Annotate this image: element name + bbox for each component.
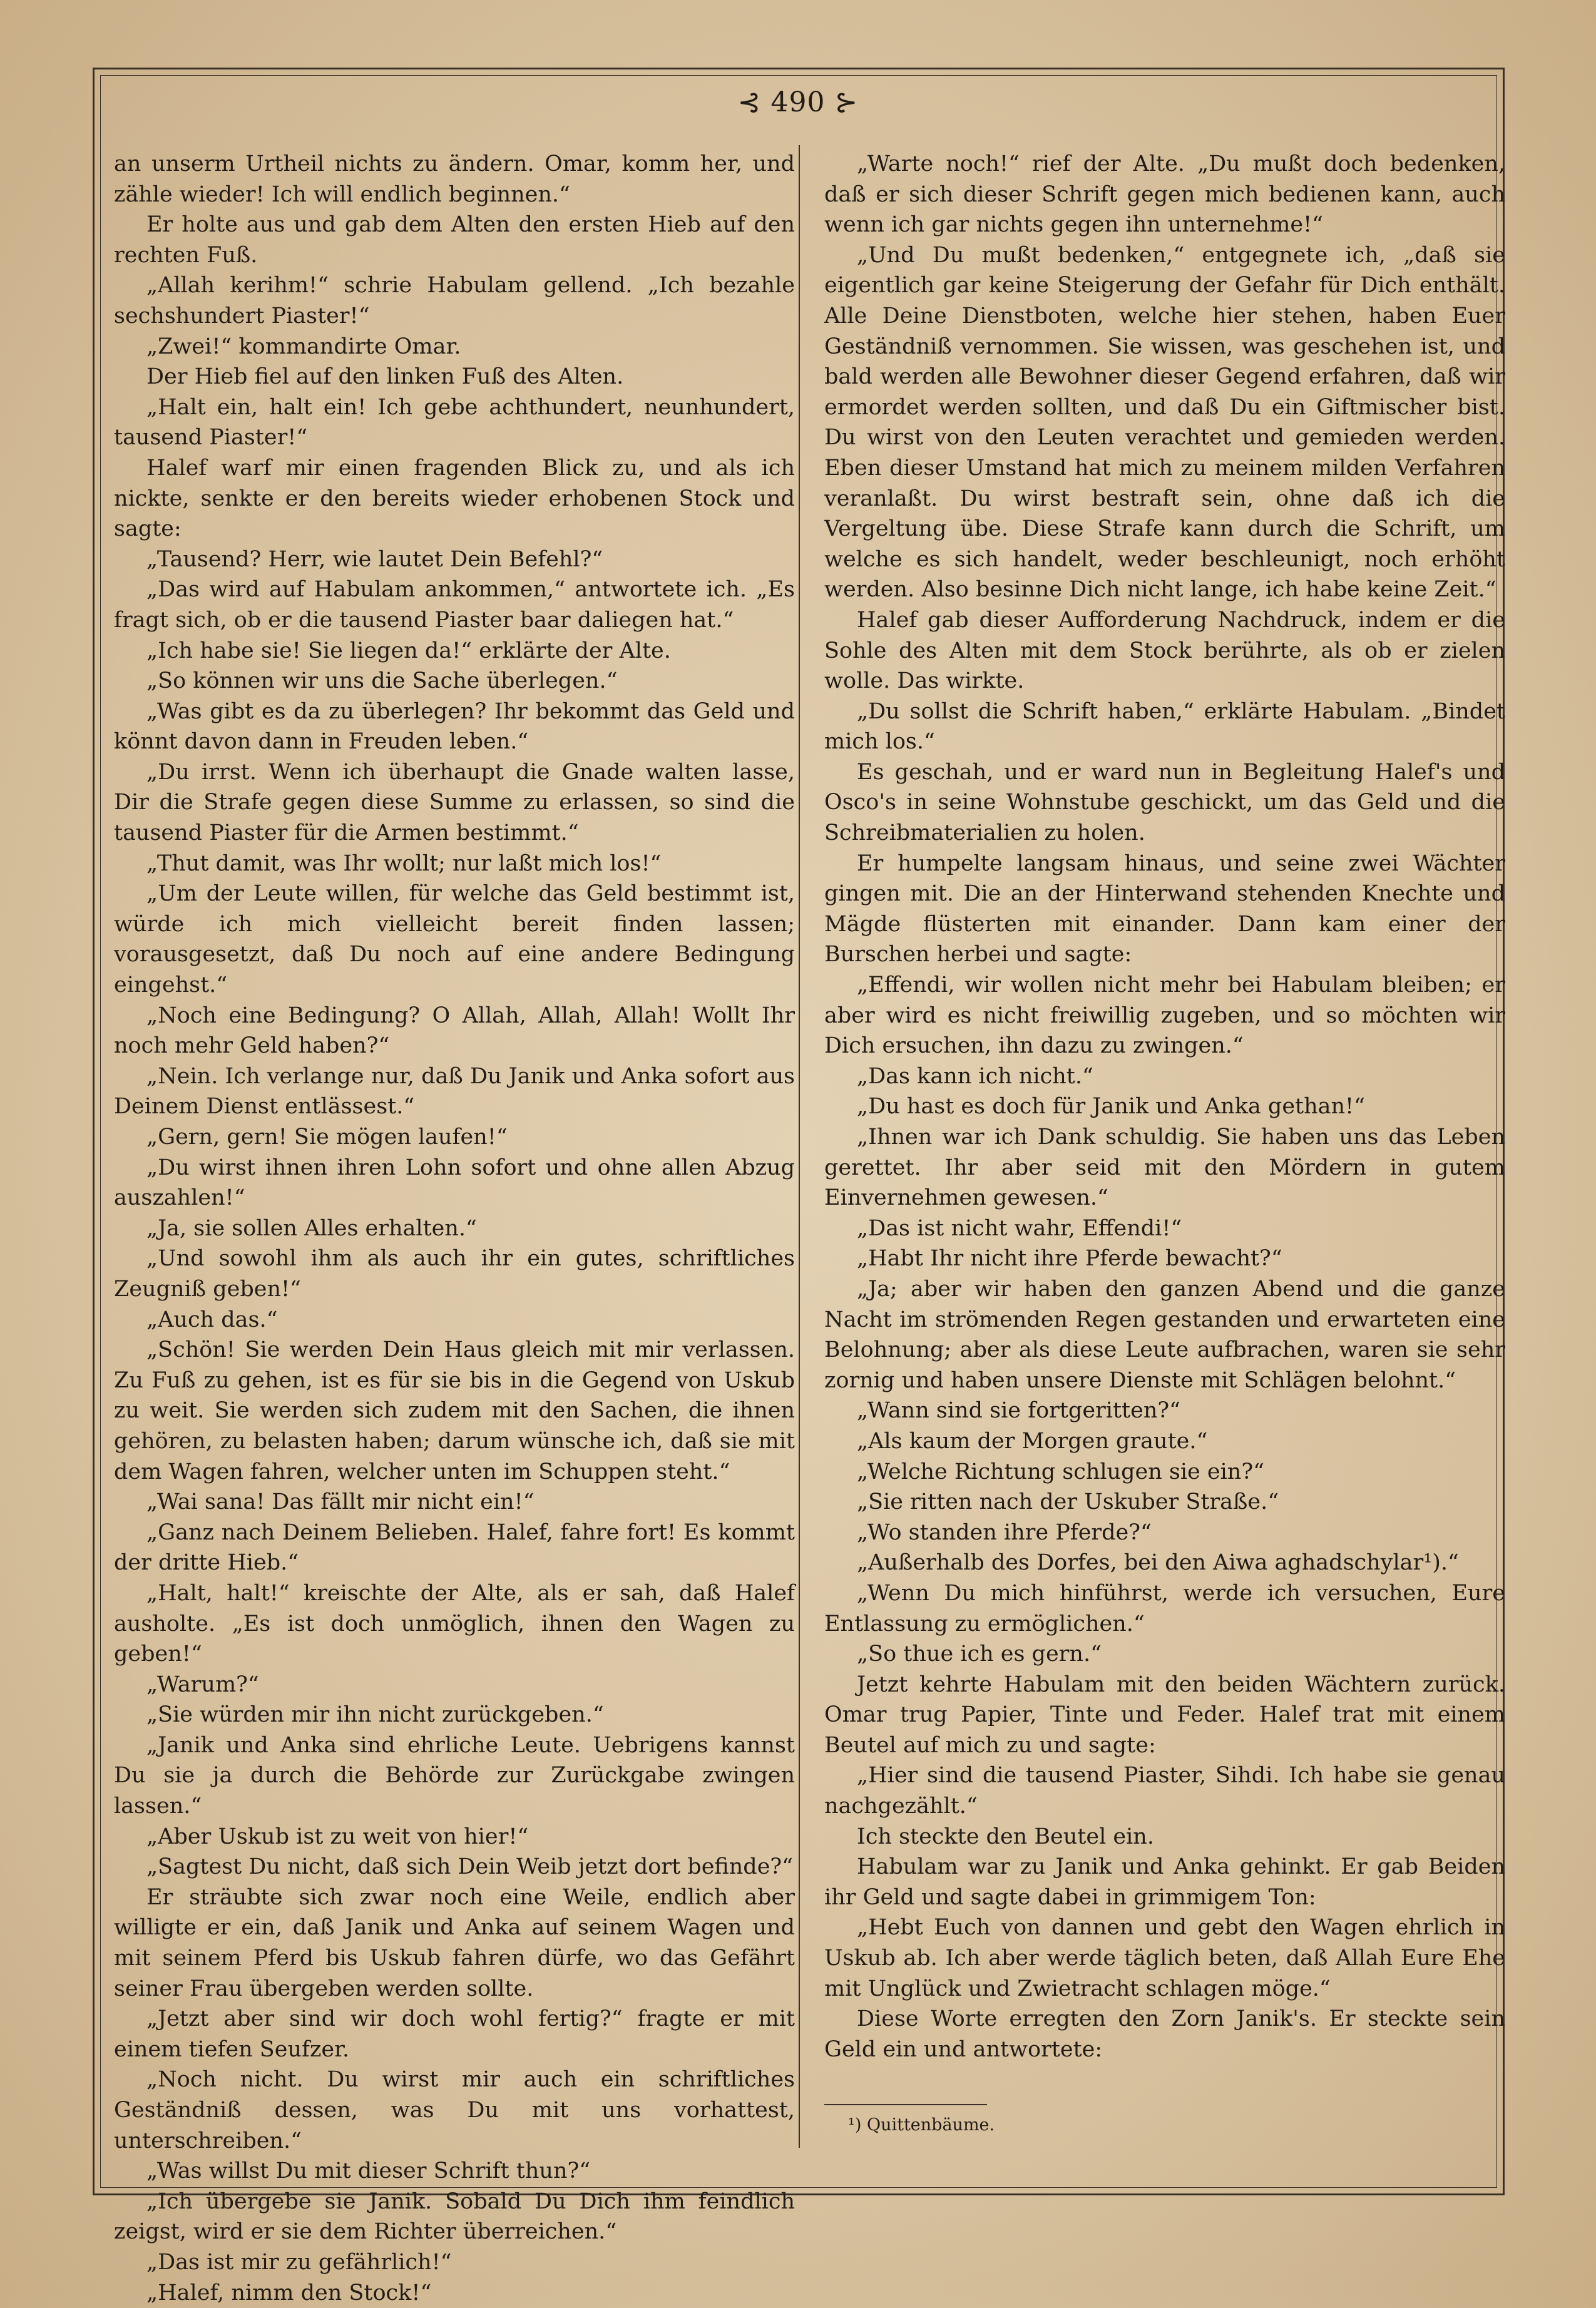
paragraph: „Und sowohl ihm als auch ihr ein gutes, schriftliches Zeugniß geben!“ — [114, 1246, 795, 1302]
paragraph: Er holte aus und gab dem Alten den ersten Hieb auf den rechten Fuß. — [114, 212, 795, 268]
paragraph: „Sie würden mir ihn nicht zurückgeben.“ — [146, 1702, 604, 1728]
column-divider — [799, 145, 800, 2148]
paragraph: Halef gab dieser Aufforderung Nachdruck, indem er die Sohle des Alten mit dem Stock berührte, als ob er zielen wolle. Das wirkte. — [824, 607, 1505, 694]
paragraph: „Wenn Du mich hinführst, werde ich versuchen, Eure Entlassung zu ermöglichen.“ — [824, 1580, 1505, 1637]
paragraph: „Jetzt aber sind wir doch wohl fertig?“ fragte er mit einem tiefen Seufzer. — [114, 2006, 795, 2062]
paragraph: „Du irrst. Wenn ich überhaupt die Gnade walten lasse, Dir die Strafe gegen diese Summe zu erlassen, so sind die tausend Piaster für die Armen bestimmt.“ — [114, 759, 795, 846]
paragraph: „Halt ein, halt ein! Ich gebe achthundert, neunhundert, tausend Piaster!“ — [114, 394, 795, 451]
paragraph: „Nein. Ich verlange nur, daß Du Janik und Anka sofort aus Deinem Dienst entlässest.“ — [114, 1063, 795, 1120]
paragraph: „Das wird auf Habulam ankommen,“ antwortete ich. „Es fragt sich, ob er die tausend Piaster baar daliegen hat.“ — [114, 577, 795, 633]
paragraph: Der Hieb fiel auf den linken Fuß des Alten. — [146, 364, 624, 390]
paragraph: „Ihnen war ich Dank schuldig. Sie haben uns das Leben gerettet. Ihr aber seid mit den Mördern in gutem Einvernehmen gewesen.“ — [824, 1125, 1505, 1211]
page-ornament-left: ⊰ — [737, 86, 771, 118]
paragraph: „Als kaum der Morgen graute.“ — [857, 1428, 1208, 1454]
paragraph: an unserm Urtheil nichts zu ändern. Omar, komm her, und zähle wieder! Ich will endlich beginnen.“ — [114, 151, 795, 207]
paragraph: „Ja, sie sollen Alles erhalten.“ — [146, 1215, 477, 1241]
page-number — [735, 86, 861, 120]
page-ornament-right: ⊱ — [825, 86, 859, 118]
paragraph: „Ich habe sie! Sie liegen da!“ erklärte der Alte. — [146, 638, 671, 663]
paragraph: „Warum?“ — [146, 1672, 259, 1697]
paragraph: „Außerhalb des Dorfes, bei den Aiwa aghadschylar¹).“ — [857, 1550, 1459, 1576]
paragraph: „Was gibt es da zu überlegen? Ihr bekommt das Geld und könnt davon dann in Freuden leben.“ — [114, 698, 795, 755]
paragraph: „Janik und Anka sind ehrliche Leute. Uebrigens kannst Du sie ja durch die Behörde zur Zurückgabe zwingen lassen.“ — [114, 1732, 795, 1819]
paragraph: „Halef, nimm den Stock!“ — [146, 2280, 432, 2305]
paragraph: „Auch das.“ — [146, 1307, 278, 1332]
paragraph: „Hier sind die tausend Piaster, Sihdi. Ich habe sie genau nachgezählt.“ — [824, 1763, 1505, 1819]
page-number-value: 490 — [770, 86, 826, 118]
paragraph: „Wo standen ihre Pferde?“ — [857, 1519, 1152, 1545]
paragraph: „Was willst Du mit dieser Schrift thun?“ — [146, 2158, 591, 2184]
paragraph: „Gern, gern! Sie mögen laufen!“ — [146, 1125, 508, 1150]
paragraph: „Habt Ihr nicht ihre Pferde bewacht?“ — [857, 1246, 1282, 1272]
paragraph: „Das ist nicht wahr, Effendi!“ — [857, 1215, 1182, 1241]
paragraph: „Sie ritten nach der Uskuber Straße.“ — [857, 1489, 1279, 1515]
paragraph: „Du sollst die Schrift haben,“ erklärte Habulam. „Bindet mich los.“ — [824, 698, 1505, 755]
paragraph: „Aber Uskub ist zu weit von hier!“ — [146, 1824, 529, 1849]
paragraph: Jetzt kehrte Habulam mit den beiden Wächtern zurück. Omar trug Papier, Tinte und Feder. Halef trat mit einem Beutel auf mich zu und sagte: — [824, 1672, 1505, 1758]
paragraph: „Das kann ich nicht.“ — [857, 1063, 1093, 1089]
paragraph: „Ganz nach Deinem Belieben. Halef, fahre fort! Es kommt der dritte Hieb.“ — [114, 1519, 795, 1576]
paragraph: „So thue ich es gern.“ — [857, 1642, 1102, 1667]
paragraph: „Noch nicht. Du wirst mir auch ein schriftliches Geständniß dessen, was Du mit uns vorhattest, unterschreiben.“ — [114, 2067, 795, 2153]
paragraph: „Ich übergebe sie Janik. Sobald Du Dich ihm feindlich zeigst, wird er sie dem Richter überreichen.“ — [114, 2188, 795, 2245]
paragraph: Halef warf mir einen fragenden Blick zu, und als ich nickte, senkte er den bereits wieder erhobenen Stock und sagte: — [114, 455, 795, 542]
paragraph: „So können wir uns die Sache überlegen.“ — [146, 668, 618, 694]
paragraph: „Tausend? Herr, wie lautet Dein Befehl?“ — [146, 546, 603, 572]
paragraph: „Welche Richtung schlugen sie ein?“ — [857, 1459, 1264, 1484]
footnote: ¹) Quittenbäume. — [848, 2115, 995, 2135]
paragraph: Ich steckte den Beutel ein. — [857, 1824, 1154, 1849]
paragraph: Er sträubte sich zwar noch eine Weile, endlich aber willigte er ein, daß Janik und Anka auf seinem Wagen und mit seinem Pferd bis Uskub fahren dürfe, wo das Gefährt seiner Frau übergeben werden sollte. — [114, 1884, 795, 2001]
paragraph: Er humpelte langsam hinaus, und seine zwei Wächter gingen mit. Die an der Hinterwand stehenden Knechte und Mägde flüsterten mit einander. Dann kam einer der Burschen herbei und sagte: — [824, 850, 1505, 968]
paragraph: „Du hast es doch für Janik und Anka gethan!“ — [857, 1094, 1366, 1120]
paragraph: „Wai sana! Das fällt mir nicht ein!“ — [146, 1489, 535, 1515]
paragraph: „Halt, halt!“ kreischte der Alte, als er sah, daß Halef ausholte. „Es ist doch unmöglich, ihnen den Wagen zu geben!“ — [114, 1580, 795, 1667]
paragraph: „Noch eine Bedingung? O Allah, Allah, Allah! Wollt Ihr noch mehr Geld haben?“ — [114, 1003, 795, 1059]
paragraph: „Effendi, wir wollen nicht mehr bei Habulam bleiben; er aber wird es nicht freiwillig zugeben, und so möchten wir Dich ersuchen, ihn dazu zu zwingen.“ — [824, 973, 1505, 1059]
paragraph: „Ja; aber wir haben den ganzen Abend und die ganze Nacht im strömenden Regen gestanden und erwarteten eine Belohnung; aber als diese Leute aufbrachen, waren sie sehr zornig und haben unsere Dienste mit Schlägen belohnt.“ — [824, 1276, 1505, 1393]
paragraph: „Thut damit, was Ihr wollt; nur laßt mich los!“ — [146, 850, 662, 876]
paragraph: „Das ist mir zu gefährlich!“ — [146, 2249, 452, 2275]
paragraph: „Hebt Euch von dannen und gebt den Wagen ehrlich in Uskub ab. Ich aber werde täglich beten, daß Allah Eure Ehe mit Unglück und Zwietracht schlagen möge.“ — [824, 1915, 1505, 2001]
left-column — [114, 149, 795, 2308]
paragraph: Diese Worte erregten den Zorn Janik's. Er steckte sein Geld ein und antwortete: — [824, 2006, 1505, 2062]
paragraph: „Sagtest Du nicht, daß sich Dein Weib jetzt dort befinde?“ — [146, 1854, 794, 1880]
footnote-rule — [824, 2104, 987, 2105]
paragraph: „Allah kerihm!“ schrie Habulam gellend. „Ich bezahle sechshundert Piaster!“ — [114, 273, 795, 329]
paragraph: „Um der Leute willen, für welche das Geld bestimmt ist, würde ich mich vielleicht bereit finden lassen; vorausgesetzt, daß Du noch auf eine andere Bedingung eingehst.“ — [114, 881, 795, 998]
paragraph: „Du wirst ihnen ihren Lohn sofort und ohne allen Abzug auszahlen!“ — [114, 1155, 795, 1211]
paragraph: Es geschah, und er ward nun in Begleitung Halef's und Osco's in seine Wohnstube geschickt, um das Geld und die Schreibmaterialien zu holen. — [824, 759, 1505, 846]
paragraph: „Schön! Sie werden Dein Haus gleich mit mir verlassen. Zu Fuß zu gehen, ist es für sie bis in die Gegend von Uskub zu weit. Sie werden sich zudem mit den Sachen, die ihnen gehören, zu belasten haben; darum wünsche ich, daß sie mit dem Wagen fahren, welcher unten im Schuppen steht.“ — [114, 1337, 795, 1484]
paragraph: „Zwei!“ kommandirte Omar. — [146, 334, 461, 359]
paragraph: „Und Du mußt bedenken,“ entgegnete ich, „daß sie eigentlich gar keine Steigerung der Gefahr für Dich enthält. Alle Deine Dienstboten, welche hier stehen, haben Euer Geständniß vernommen. Sie wissen, was geschehen ist, und bald werden alle Bewohner dieser Gegend erfahren, daß wir ermordet werden sollten, und daß Du ein Giftmischer bist. Du wirst von den Leuten verachtet und gemieden werden. Eben dieser Umstand hat mich zu meinem milden Verfahren veranlaßt. Du wirst bestraft sein, ohne daß ich die Vergeltung übe. Diese Strafe kann durch die Schrift, um welche es sich handelt, weder beschleunigt, noch erhöht werden. Also besinne Dich nicht lange, ich habe keine Zeit.“ — [824, 242, 1505, 603]
paragraph: Habulam war zu Janik und Anka gehinkt. Er gab Beiden ihr Geld und sagte dabei in grimmigem Ton: — [824, 1854, 1505, 1910]
right-column — [824, 149, 1505, 2065]
paragraph: „Warte noch!“ rief der Alte. „Du mußt doch bedenken, daß er sich dieser Schrift gegen mich bedienen kann, auch wenn ich gar nichts gegen ihn unternehme!“ — [824, 151, 1505, 238]
paragraph: „Wann sind sie fortgeritten?“ — [857, 1398, 1181, 1424]
